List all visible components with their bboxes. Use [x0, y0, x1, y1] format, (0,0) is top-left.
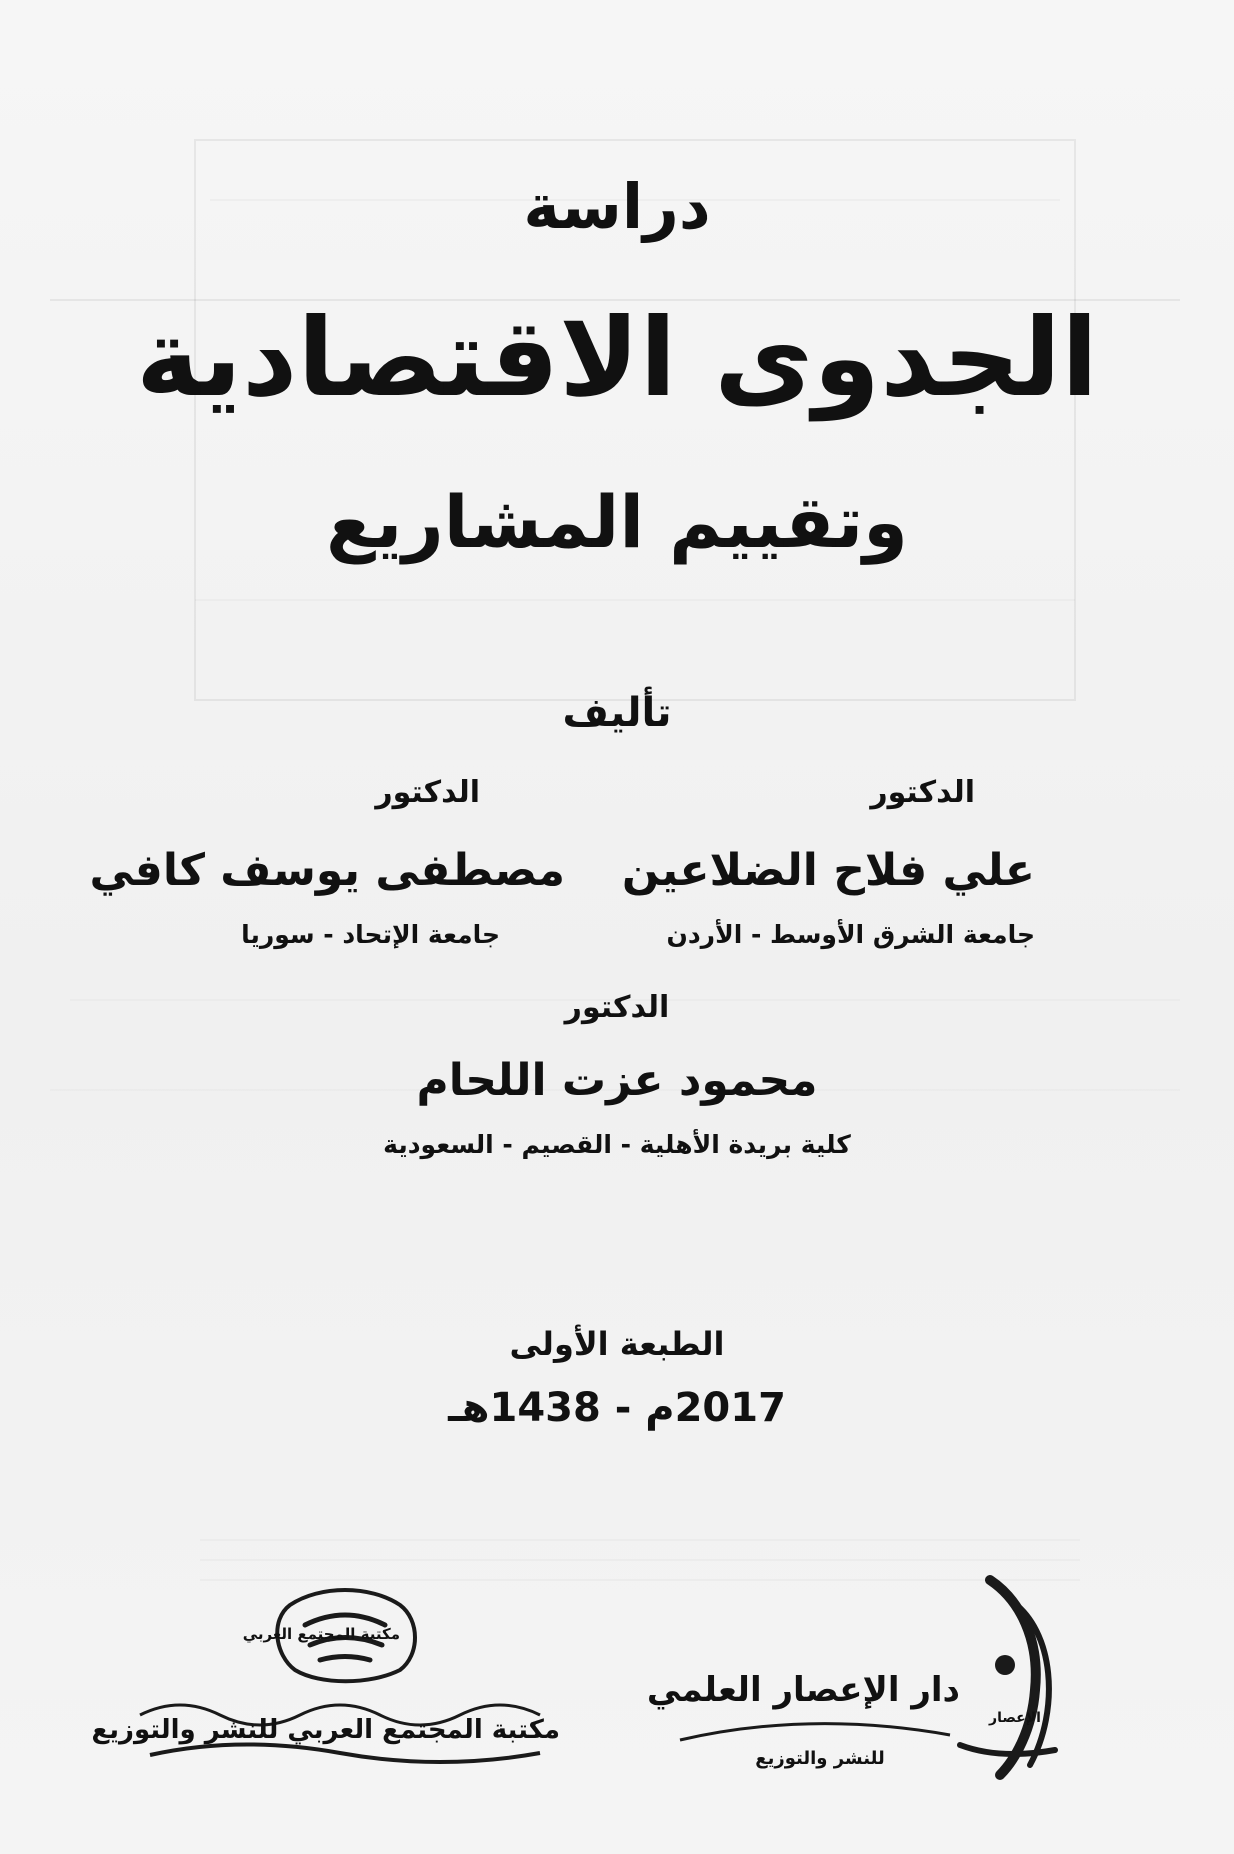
publication-year: 2017م - 1438هـ	[448, 1385, 786, 1431]
author-2-title: الدكتور	[375, 775, 480, 810]
author-3-name: محمود عزت اللحام	[416, 1055, 818, 1106]
publisher-logo-arab-society-library	[91, 1585, 560, 1785]
right-emblem-text: الإعصار	[989, 1710, 1041, 1726]
left-publisher-name: مكتبة المجتمع العربي للنشر والتوزيع	[91, 1715, 560, 1745]
title-subtitle: وتقييم المشاريع	[326, 480, 908, 564]
title-main: الجدوى الاقتصادية	[135, 296, 1099, 421]
author-3-affiliation: كلية بريدة الأهلية - القصيم - السعودية	[383, 1130, 851, 1159]
publisher-logo-dar-al-esar	[646, 1560, 1080, 1790]
right-publisher-tagline: للنشر والتوزيع	[755, 1748, 885, 1769]
calligraphy-emblem-icon	[91, 1585, 560, 1785]
right-publisher-name: دار الإعصار العلمي	[646, 1670, 960, 1710]
author-2-name: مصطفى يوسف كافي	[89, 845, 565, 896]
author-1-affiliation: جامعة الشرق الأوسط - الأردن	[666, 920, 1035, 949]
author-3-title: الدكتور	[564, 990, 670, 1025]
author-2-affiliation: جامعة الإتحاد - سوريا	[241, 920, 500, 949]
title-line-1: دراسة	[523, 170, 711, 243]
author-1-title: الدكتور	[870, 775, 975, 810]
author-1-name: علي فلاح الضلاعين	[621, 845, 1035, 896]
authorship-label: تأليف	[562, 690, 672, 736]
left-emblem-text: مكتبة المجتمع العربي	[242, 1625, 400, 1643]
edition: الطبعة الأولى	[509, 1325, 725, 1363]
